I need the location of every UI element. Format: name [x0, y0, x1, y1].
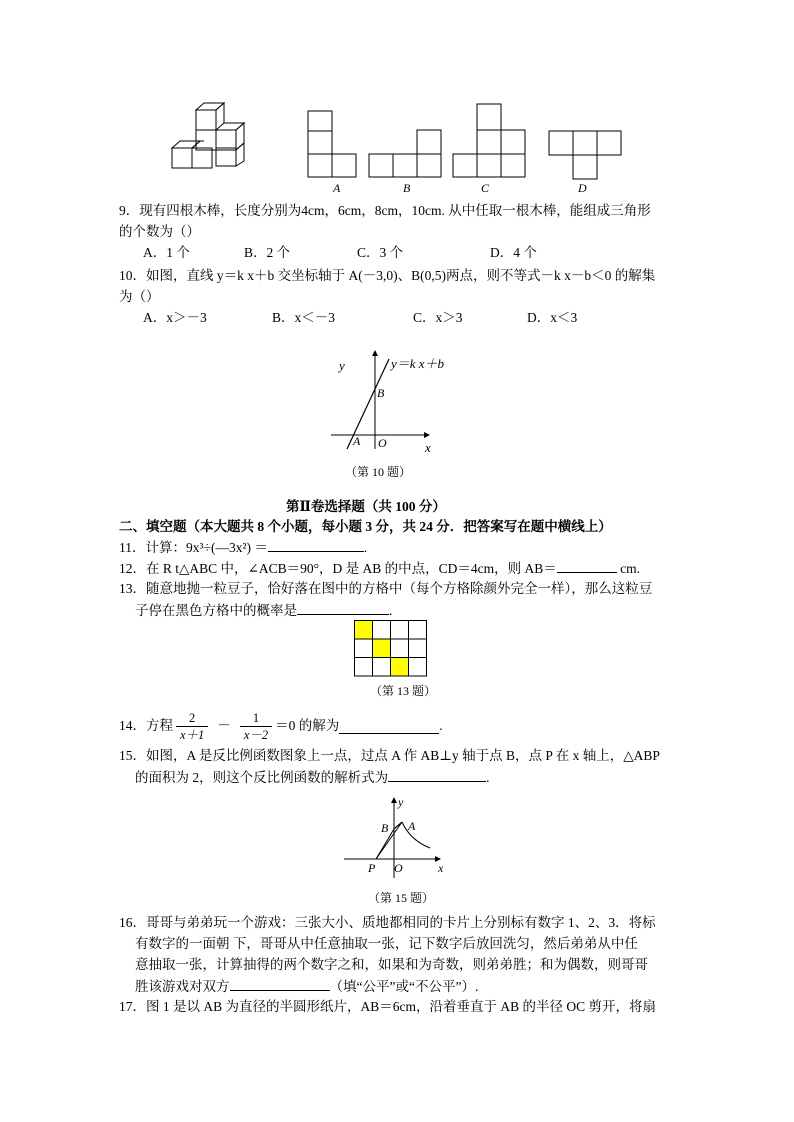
q16-line1: 16．哥哥与弟弟玩一个游戏：三张大小、质地都相同的卡片上分别标有数字 1、2、3．将标: [119, 915, 656, 930]
q15-line2-text: 的面积为 2，则这个反比例函数的解析式为: [135, 770, 389, 785]
q14-fraction-1: [176, 710, 208, 743]
q14-den1: x＋1: [176, 726, 208, 743]
q15-a-label: A: [408, 819, 416, 833]
q12-text: 12．在 R t△ABC 中，∠ACB＝90°，D 是 AB 的中点，CD＝4cm，则 AB＝: [119, 561, 557, 576]
grid-cell: [409, 639, 427, 658]
q10-option-b: B．x＜－3: [272, 310, 336, 325]
grid-cell-colored: [355, 621, 373, 640]
q9-option-c: C．3 个: [357, 245, 404, 260]
q17-line1: 17．图 1 是以 AB 为直径的半圆形纸片，AB＝6cm，沿着垂直于 AB 的半径 OC 剪开，将扇: [119, 999, 657, 1014]
q12-suffix: cm.: [616, 561, 640, 576]
q13-line2: [135, 600, 392, 621]
q16-line4-text: 胜该游戏对双方: [135, 979, 230, 994]
q9-option-a: A．1 个: [143, 245, 190, 260]
view-label-d: D: [578, 181, 587, 195]
q9-option-b: B．2 个: [244, 245, 291, 260]
q14-answer-blank[interactable]: [339, 719, 439, 734]
grid-cell: [355, 658, 373, 677]
view-label-b: B: [403, 181, 411, 195]
q16-line4: [135, 976, 478, 997]
grid-cell: [355, 639, 373, 658]
q13-caption: （第 13 题）: [370, 684, 437, 698]
q14-num1: 2: [189, 710, 196, 725]
q9-line1: 9．现有四根木棒，长度分别为4cm，6cm，8cm，10cm. 从中任取一根木棒，能组成三角形: [119, 203, 651, 218]
q15-x-label: x: [438, 861, 444, 875]
q10-graph: [325, 345, 465, 455]
q16-line3: 意抽取一张，计算抽得的两个数字之和，如果和为奇数，则弟弟胜；和为偶数，则哥哥: [135, 957, 648, 972]
q10-a-label: A: [353, 434, 361, 448]
section2-subtitle: 二、填空题（本大题共 8 个小题，每小题 3 分，共 24 分．把答案写在题中横线上）: [119, 519, 612, 534]
grid-cell: [409, 621, 427, 640]
view-b: [369, 130, 441, 177]
q9-option-d: D．4 个: [490, 245, 537, 260]
view-a: [308, 111, 356, 177]
grid-cell: [409, 658, 427, 677]
q11-answer-blank[interactable]: [268, 537, 364, 552]
q13-line2-text: 子停在黑色方格中的概率是: [135, 603, 297, 618]
q10-line2: 为（）: [119, 289, 160, 304]
q15-b-label: B: [381, 821, 389, 835]
q16-line2: 有数字的一面朝 下，哥哥从中任意抽取一张，记下数字后放回洗匀，然后弟弟从中任: [135, 936, 638, 951]
q10-o-label: O: [378, 436, 387, 450]
q14-suffix: .: [439, 718, 443, 733]
q13-suffix: .: [389, 603, 393, 618]
q15-o-label: O: [394, 861, 403, 875]
q14-den2: x－2: [240, 726, 272, 743]
grid-cell: [391, 621, 409, 640]
q14-middle: ＝0 的解为: [275, 718, 340, 733]
q16-answer-blank[interactable]: [230, 976, 330, 991]
q15-graph: [340, 792, 455, 882]
q10-x-label: x: [425, 440, 431, 455]
q15-answer-blank[interactable]: [388, 767, 486, 782]
q10-b-label: B: [377, 386, 385, 400]
q13-answer-blank[interactable]: [297, 600, 389, 615]
q14-fraction-2: [240, 710, 272, 743]
q11-text: 11．计算：9x³÷(—3x²) ＝: [119, 540, 268, 555]
cube-views-figure: [160, 98, 640, 198]
grid-cell: [373, 621, 391, 640]
grid-cell: [373, 658, 391, 677]
view-d: [549, 131, 621, 179]
q10-option-c: C．x＞3: [413, 310, 463, 325]
q14-minus: －: [217, 718, 231, 733]
q10-line1: 10．如图，直线 y＝k x＋b 交坐标轴于 A(－3,0)、B(0,5)两点，则不等式－k x－b＜0 的解集: [119, 268, 656, 283]
q12-answer-blank[interactable]: [557, 558, 617, 573]
grid-cell-colored: [373, 639, 391, 658]
q15-y-label: y: [398, 795, 404, 809]
q15-suffix: .: [486, 770, 490, 785]
q10-option-a: A．x＞－3: [143, 310, 207, 325]
q13-grid: [354, 620, 428, 677]
cube-stack-3d: [172, 103, 244, 168]
grid-cell-colored: [391, 658, 409, 677]
q12: [119, 558, 640, 579]
view-label-a: A: [333, 181, 341, 195]
grid-cell: [391, 639, 409, 658]
q11: [119, 537, 367, 558]
q15-line2: [135, 767, 490, 788]
q11-suffix: .: [363, 540, 368, 555]
q14-num2: 1: [252, 710, 260, 725]
q9-line2: 的个数为（）: [119, 224, 200, 239]
q10-line-label: y＝k x＋b: [391, 356, 445, 371]
view-label-c: C: [481, 181, 490, 195]
q15-p-label: P: [368, 861, 376, 875]
q15-line1: 15．如图，A 是反比例函数图象上一点，过点 A 作 AB⊥y 轴于点 B，点 P 在 x 轴上，△ABP: [119, 748, 660, 763]
q10-y-label: y: [339, 358, 345, 373]
q16-suffix: （填“公平”或“不公平”）.: [329, 979, 479, 994]
q15-caption: （第 15 题）: [368, 891, 435, 905]
q15-hyperbola: [402, 822, 430, 848]
view-c: [453, 104, 525, 177]
q14: [119, 708, 443, 744]
q13-line1: 13．随意地抛一粒豆子，恰好落在图中的方格中（每个方格除颜外完全一样），那么这粒豆: [119, 581, 653, 596]
q10-option-d: D．x＜3: [527, 310, 578, 325]
q10-caption: （第 10 题）: [345, 465, 412, 479]
q14-text: 14．方程: [119, 718, 173, 733]
section2-title: 第Ⅱ卷选择题（共 100 分）: [286, 499, 446, 514]
